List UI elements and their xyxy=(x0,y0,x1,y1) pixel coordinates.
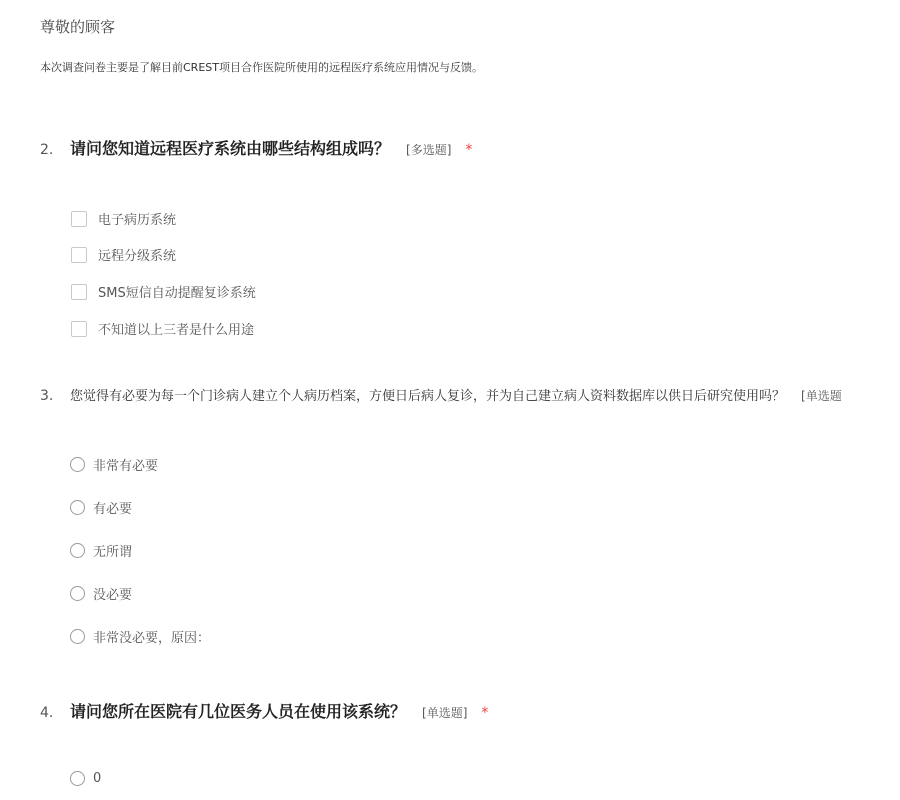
q2-option-2[interactable] xyxy=(71,245,176,264)
required-asterisk: * xyxy=(465,142,473,158)
question-title: 请问您所在医院有几位医务人员在使用该系统？ xyxy=(70,702,407,721)
greeting: 尊敬的顾客 xyxy=(40,18,116,36)
option-label: 非常有必要 xyxy=(93,459,159,474)
option-label: 无所谓 xyxy=(93,545,133,560)
question-number: 2. xyxy=(40,142,54,158)
question-number: 4. xyxy=(40,705,54,721)
question-type-label: [多选题] xyxy=(406,143,452,157)
question-number: 3. xyxy=(40,388,54,404)
q2-option-3[interactable] xyxy=(71,282,256,301)
option-label: 远程分级系统 xyxy=(98,249,177,264)
question-type-label: [单选题] xyxy=(422,706,468,720)
q3-option-1[interactable] xyxy=(70,455,158,474)
checkbox[interactable] xyxy=(71,284,87,300)
survey-intro: 本次调查问卷主要是了解目前CREST项目合作医院所使用的远程医疗系统应用情况与反馈。 xyxy=(40,61,483,74)
option-label: 电子病历系统 xyxy=(98,213,177,228)
q3-option-4[interactable] xyxy=(70,584,132,603)
option-label: SMS短信自动提醒复诊系统 xyxy=(98,286,256,301)
option-label: 有必要 xyxy=(93,502,133,517)
question-title: 您觉得有必要为每一个门诊病人建立个人病历档案，方便日后病人复诊，并为自己建立病人资料数据库以供日后研究使用吗？ xyxy=(70,389,786,404)
checkbox[interactable] xyxy=(71,211,87,227)
required-asterisk: * xyxy=(481,705,489,721)
question-2-header xyxy=(40,136,472,159)
radio-button[interactable] xyxy=(70,500,85,515)
option-label: 没必要 xyxy=(93,588,133,603)
radio-button[interactable] xyxy=(70,771,85,786)
radio-button[interactable] xyxy=(70,629,85,644)
q3-option-5[interactable] xyxy=(70,627,210,646)
question-type-label: [单选题 xyxy=(801,389,842,403)
option-label: 非常没必要，原因： xyxy=(93,631,211,646)
q4-option-1[interactable] xyxy=(70,771,101,786)
question-4-header xyxy=(40,699,488,722)
option-label: 不知道以上三者是什么用途 xyxy=(98,323,255,338)
radio-button[interactable] xyxy=(70,543,85,558)
checkbox[interactable] xyxy=(71,321,87,337)
q2-option-1[interactable] xyxy=(71,209,176,228)
radio-button[interactable] xyxy=(70,457,85,472)
option-label: 0 xyxy=(93,771,102,786)
q2-option-4[interactable] xyxy=(71,319,254,338)
question-3-header xyxy=(40,385,900,404)
checkbox[interactable] xyxy=(71,247,87,263)
q3-option-3[interactable] xyxy=(70,541,132,560)
q3-option-2[interactable] xyxy=(70,498,132,517)
question-title: 请问您知道远程医疗系统由哪些结构组成吗？ xyxy=(70,139,391,158)
radio-button[interactable] xyxy=(70,586,85,601)
